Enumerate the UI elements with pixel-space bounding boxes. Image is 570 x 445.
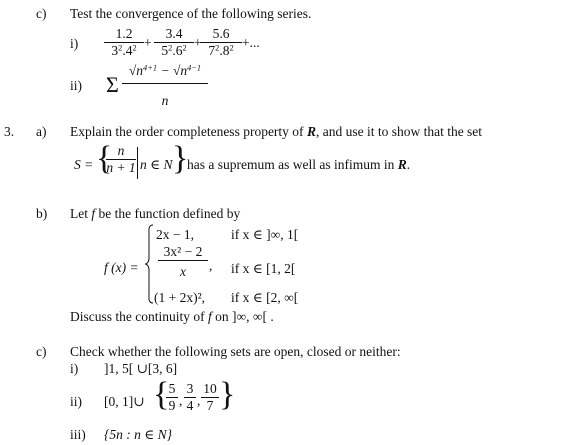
set-S-condition: n ∈ N [140,157,173,172]
function-f-label: f (x) = [104,260,139,275]
subpart-label-ci: i) [70,361,79,376]
series-term-1: 1.2 $3^2.4^2$ [104,27,144,57]
question-c2-text: Check whether the following sets are open, closed or neither: [70,344,401,359]
question-a-text: Explain the order completeness property of R, and use it to show that the set [70,124,483,139]
subpart-label-ii: ii) [70,78,82,93]
question-label-a: a) [36,124,47,139]
question-label-c2: c) [36,344,47,359]
subpart-label-i: i) [70,36,79,51]
set-ci: ]1, 5[ ∪[3, 6] [104,361,178,376]
series-tail: +... [242,35,260,50]
case-1-expression: 2x − 1, [156,227,194,242]
case-3-expression: (1 + 2x)², [154,290,206,305]
set-cii-fraction: 5 9 [166,382,178,412]
series-term-2: 3.4 $5^2.6^2$ [154,27,194,57]
set-cii-fraction: 3 4 [184,382,196,412]
discuss-continuity-text: Discuss the continuity of f on ]∞, ∞[ . [70,309,274,324]
question-label-b: b) [36,206,48,221]
case-2-condition: if x ∈ [1, 2[ [231,261,296,276]
plus-sign: + [194,35,202,50]
exam-page: c) Test the convergence of the following series. i) 1.2 $3^2.4^2$ + 3.4 $5^2.6^2$ + 5.6 $7^2.8^2$ +... ii) Σ $√n^{4+1} - √n^{4-1}$ n 3. a) Explain the order completeness property of R, and use it to show that the set S = { n n + 1 n ∈ N } has a supremum as well as infimum in R. b) Let f be the function defined by f (x) = 2x − 1, if x ∈ ]∞, 1[ 3x² − 2 x , if x ∈ [1, 2[ (1 + 2x)², if x ∈ [2, ∞[ Discuss the continuity of f on ]∞, ∞[ . c) Check whether the following sets are open, closed or neither: i) ]1, 5[ ∪[3, 6] ii) [0, 1]∪ { 5 9 , 3 4 , 10 7 } iii) {5n : n ∈ N} [4,6,483,442]
case-2-fraction: 3x² − 2 x [158,245,208,278]
case-3-condition: if x ∈ [2, ∞[ [231,290,299,305]
set-ciii: {5n : n ∈ N} [104,427,173,442]
sigma-symbol: Σ [106,72,119,97]
question-number-3: 3. [4,124,15,139]
set-S-label: S = [74,157,94,172]
set-S-fraction: n n + 1 [106,143,136,175]
case-1-condition: if x ∈ ]∞, 1[ [231,227,299,242]
plus-sign: + [144,35,152,50]
subpart-label-cii: ii) [70,394,82,409]
piecewise-brace [144,224,154,304]
question-c-text: Test the convergence of the following series. [70,6,312,21]
subpart-label-ciii: iii) [70,427,86,442]
question-label-c: c) [36,6,47,21]
set-cii-fraction: 10 7 [201,382,219,412]
set-S-tail: has a supremum as well as infimum in R. [187,157,411,172]
series-term-3: 5.6 $7^2.8^2$ [200,27,242,57]
series-ii-fraction: $√n^{4+1} - √n^{4-1}$ n [122,64,208,107]
set-cii-interval: [0, 1]∪ [104,394,145,409]
question-b-text: Let f be the function defined by [70,206,241,221]
